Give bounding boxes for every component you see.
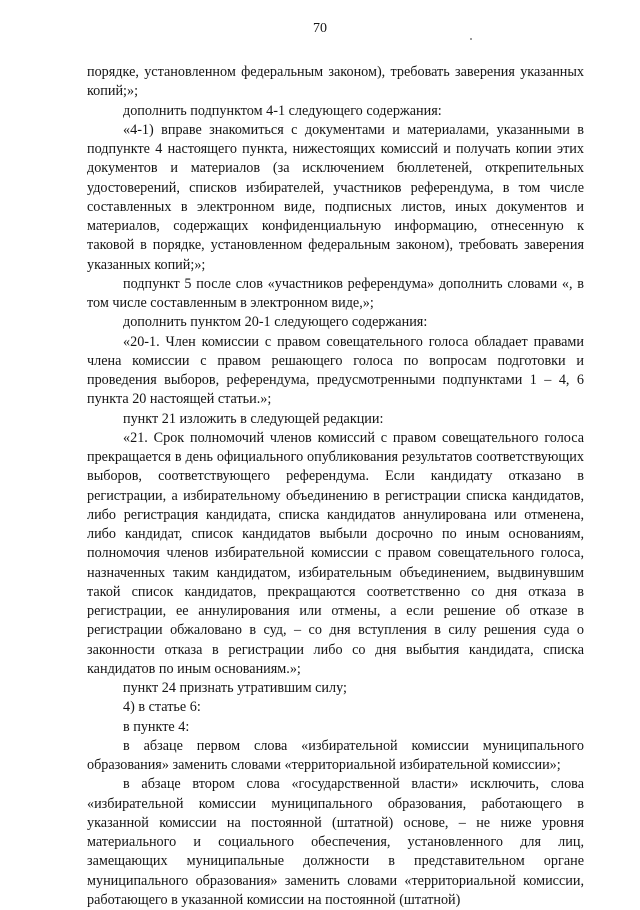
paragraph: пункт 21 изложить в следующей редакции: [123,410,384,427]
paragraph: в пункте 4: [123,718,190,735]
paragraph: «21. Срок полномочий членов комиссий с правом совещательного голоса прекращается в день официального опубликования результатов соответствующих выборов, соответствующего референдума. Если кандидату отказано в регистрации, а избирательному объединению в регистрации списка кандидатов, либо регистрация кандидата, списка кандидатов аннулирована или отменена, либо кандидат, список кандидатов выбыли досрочно по иным основаниям, полномочия членов избирательной комиссии с правом совещательного голоса, назначенных таким кандидатом, избирательным объединением, выдвинувшим такой список кандидатов, прекращаются соответственно со дня отказа в регистрации, ее аннулирования или отмены, а если решение об отказе в регистрации обжаловано в суд, – со дня вступления в силу решения суда о законности отказа в регистрации либо со дня выбытия кандидата, списка кандидатов по иным основаниям.»; [87,429,584,677]
paragraph: 4) в статье 6: [123,699,201,716]
paragraph: дополнить подпунктом 4-1 следующего содержания: [123,102,442,119]
scan-artifact [470,38,472,40]
paragraph: дополнить пунктом 20-1 следующего содержания: [123,314,428,331]
page-number: 70 [313,21,327,36]
document-body [87,63,584,910]
paragraph: «20-1. Член комиссии с правом совещательного голоса обладает правами члена комиссии с правом решающего голоса по вопросам подготовки и проведения выборов, референдума, предусмотренными подпунктами 1 – 4, 6 пункта 20 настоящей статьи.»; [87,333,584,408]
paragraph: в абзаце втором слова «государственной власти» исключить, слова «избирательной комиссии муниципального образования, работающего в указанной комиссии на постоянной (штатной) основе, – не ниже уровня материального и социального обеспечения, установленного для лиц, замещающих муниципальные должности в представительном органе муниципального образования» заменить словами «территориальной комиссии, работающего в указанной комиссии на постоянной (штатной) [87,776,584,908]
paragraph: подпункт 5 после слов «участников референдума» дополнить словами «, в том числе составленным в электронном виде,»; [87,275,584,311]
paragraph: «4-1) вправе знакомиться с документами и материалами, указанными в подпункте 4 настоящего пункта, нижестоящих комиссий и получать копии этих документов и материалов (за исключением бюллетеней, открепительных удостоверений, списков избирателей, участников референдума, в том числе составленных в электронном виде, подписных листов, иных документов и материалов, содержащих конфиденциальную информацию, отнесенную к таковой в порядке, установленном федеральным законом), требовать заверения указанных копий;»; [87,121,584,273]
paragraph: в абзаце первом слова «избирательной комиссии муниципального образования» заменить словами «территориальной избирательной комиссии»; [87,737,584,773]
paragraph: пункт 24 признать утратившим силу; [123,680,347,696]
paragraph: порядке, установленном федеральным законом), требовать заверения указанных копий;»; [87,64,584,100]
